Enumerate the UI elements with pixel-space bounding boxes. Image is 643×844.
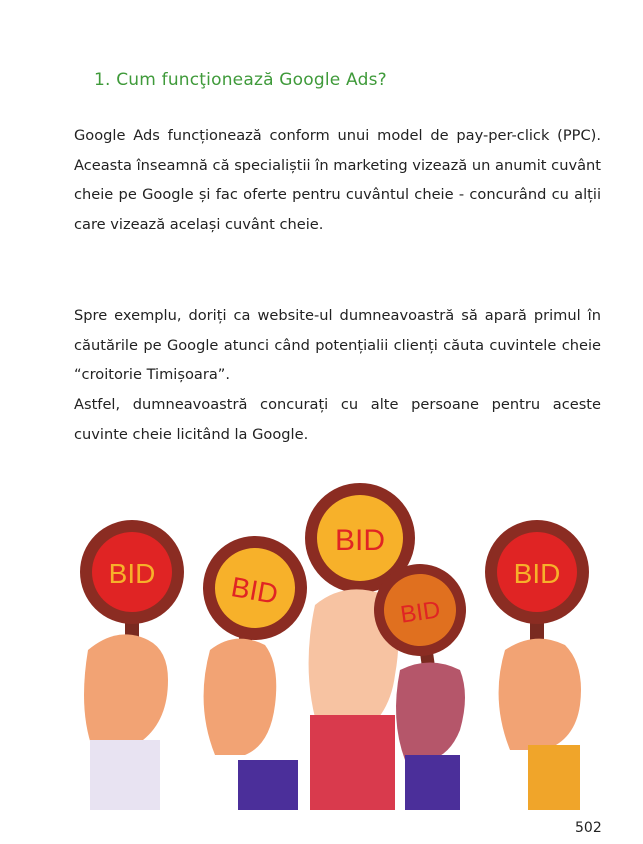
bid-text: BID bbox=[108, 558, 156, 589]
bidding-hands-illustration bbox=[70, 470, 590, 810]
svg-text:BID: BID bbox=[513, 558, 561, 589]
svg-text:BID: BID bbox=[334, 524, 386, 557]
paragraph-conclusion: Astfel, dumneavoastră concurați cu alte persoane pentru aceste cuvinte cheie licitând la Google. bbox=[74, 396, 601, 443]
page-number: 502 bbox=[575, 820, 602, 836]
section-heading: 1. Cum funcţionează Google Ads? bbox=[94, 70, 387, 90]
paragraph-example: Spre exemplu, doriți ca website-ul dumneavoastră să apară primul în căutările pe Google atunci când potențialii clienți căuta cuvintele cheie “croitorie Timișoara”. bbox=[74, 307, 601, 383]
svg-text:BID: BID bbox=[228, 571, 281, 610]
svg-text:BID: BID bbox=[398, 596, 443, 629]
paragraph-intro: Google Ads funcționează conform unui model de pay-per-click (PPC). Aceasta înseamnă că specialiștii în marketing vizează un anumit cuvânt cheie pe Google și fac oferte pentru cuvântul cheie - concurând cu alții care vizează același cuvânt cheie. bbox=[74, 127, 601, 233]
